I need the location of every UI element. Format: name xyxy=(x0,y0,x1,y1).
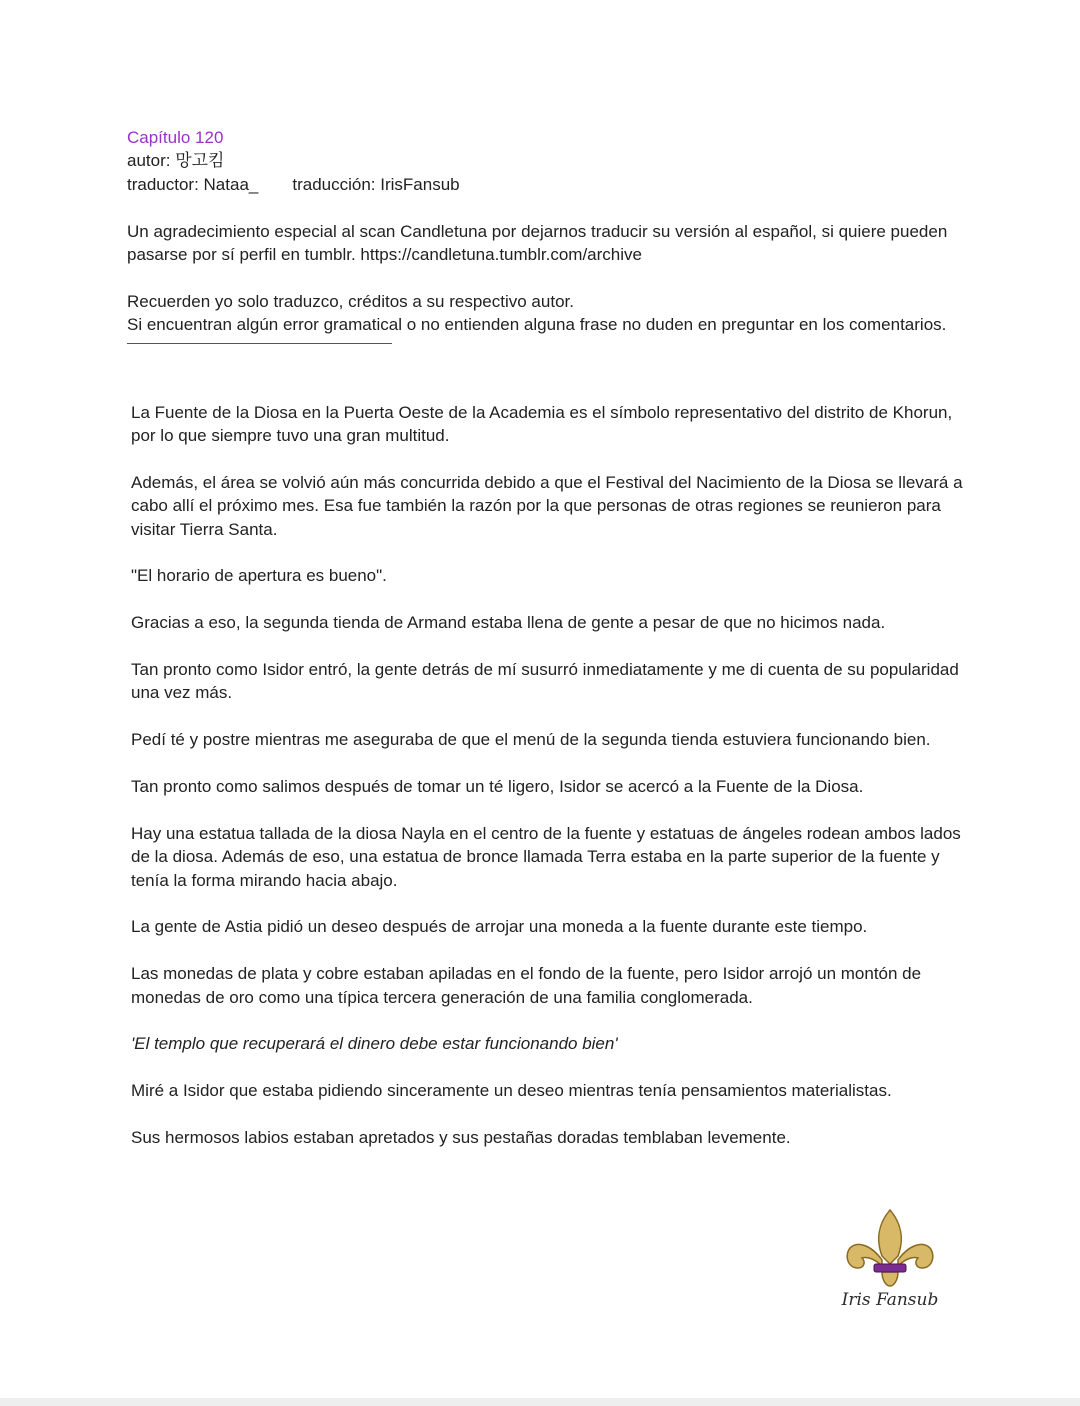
section-divider xyxy=(127,343,392,344)
story-paragraph: Miré a Isidor que estaba pidiendo sinceramente un deseo mientras tenía pensamientos materialistas. xyxy=(131,1081,892,1101)
story-body xyxy=(127,401,967,1150)
chapter-title: Capítulo 120 xyxy=(127,128,224,147)
fleur-de-lis-icon xyxy=(838,1206,942,1290)
iris-fansub-logo xyxy=(838,1206,942,1316)
story-thought: 'El templo que recuperará el dinero debe estar funcionando bien' xyxy=(131,1034,618,1054)
story-paragraph: Las monedas de plata y cobre estaban apiladas en el fondo de la fuente, pero Isidor arrojó un montón de monedas de oro como una típica tercera generación de una familia conglomerada. xyxy=(131,964,922,1007)
story-paragraph: Hay una estatua tallada de la diosa Nayla en el centro de la fuente y estatuas de ángeles rodean ambos lados de la diosa. Además de eso, una estatua de bronce llamada Terra estaba en la parte superior de la fuente y tenía la forma mirando hacia abajo. xyxy=(131,823,961,890)
story-paragraph: Tan pronto como salimos después de tomar un té ligero, Isidor se acercó a la Fuente de la Diosa. xyxy=(131,777,864,797)
logo-label: Iris Fansub xyxy=(841,1290,939,1310)
story-paragraph: Tan pronto como Isidor entró, la gente detrás de mí susurró inmediatamente y me di cuenta de su popularidad una vez más. xyxy=(131,660,959,703)
author-line: autor: 망고킴 xyxy=(127,151,225,171)
story-paragraph: Sus hermosos labios estaban apretados y sus pestañas doradas temblaban levemente. xyxy=(131,1128,791,1148)
story-paragraph: Pedí té y postre mientras me aseguraba de que el menú de la segunda tienda estuviera funcionando bien. xyxy=(131,730,931,750)
translation-credit: traducción: IrisFansub xyxy=(292,174,460,194)
page-bottom-edge xyxy=(0,1398,1080,1406)
story-paragraph: La Fuente de la Diosa en la Puerta Oeste de la Academia es el símbolo representativo del distrito de Khorun, por lo que siempre tuvo una gran multitud. xyxy=(131,402,953,446)
story-paragraph: La gente de Astia pidió un deseo después de arrojar una moneda a la fuente durante este tiempo. xyxy=(131,917,868,937)
note-credits: Recuerden yo solo traduzco, créditos a su respectivo autor. xyxy=(127,291,574,311)
thanks-paragraph: Un agradecimiento especial al scan Candletuna por dejarnos traducir su versión al español, si quiere pueden pasarse por sí perfil en tumblr. https://candletuna.tumblr.com/archive xyxy=(127,221,948,265)
story-paragraph: Además, el área se volvió aún más concurrida debido a que el Festival del Nacimiento de la Diosa se llevará a cabo allí el próximo mes. Esa fue también la razón por la que personas de otras regiones se reunieron para visitar Tierra Santa. xyxy=(131,472,963,539)
note-errors: Si encuentran algún error gramatical o no entienden alguna frase no duden en preguntar en los comentarios. xyxy=(127,315,947,335)
story-paragraph: Gracias a eso, la segunda tienda de Armand estaba llena de gente a pesar de que no hicimos nada. xyxy=(131,613,886,633)
story-paragraph: "El horario de apertura es bueno". xyxy=(131,566,387,586)
logo-band xyxy=(874,1264,906,1272)
document-page xyxy=(127,126,967,1149)
translator-credit: traductor: Nataa_ xyxy=(127,174,259,194)
credits-line xyxy=(127,173,967,196)
